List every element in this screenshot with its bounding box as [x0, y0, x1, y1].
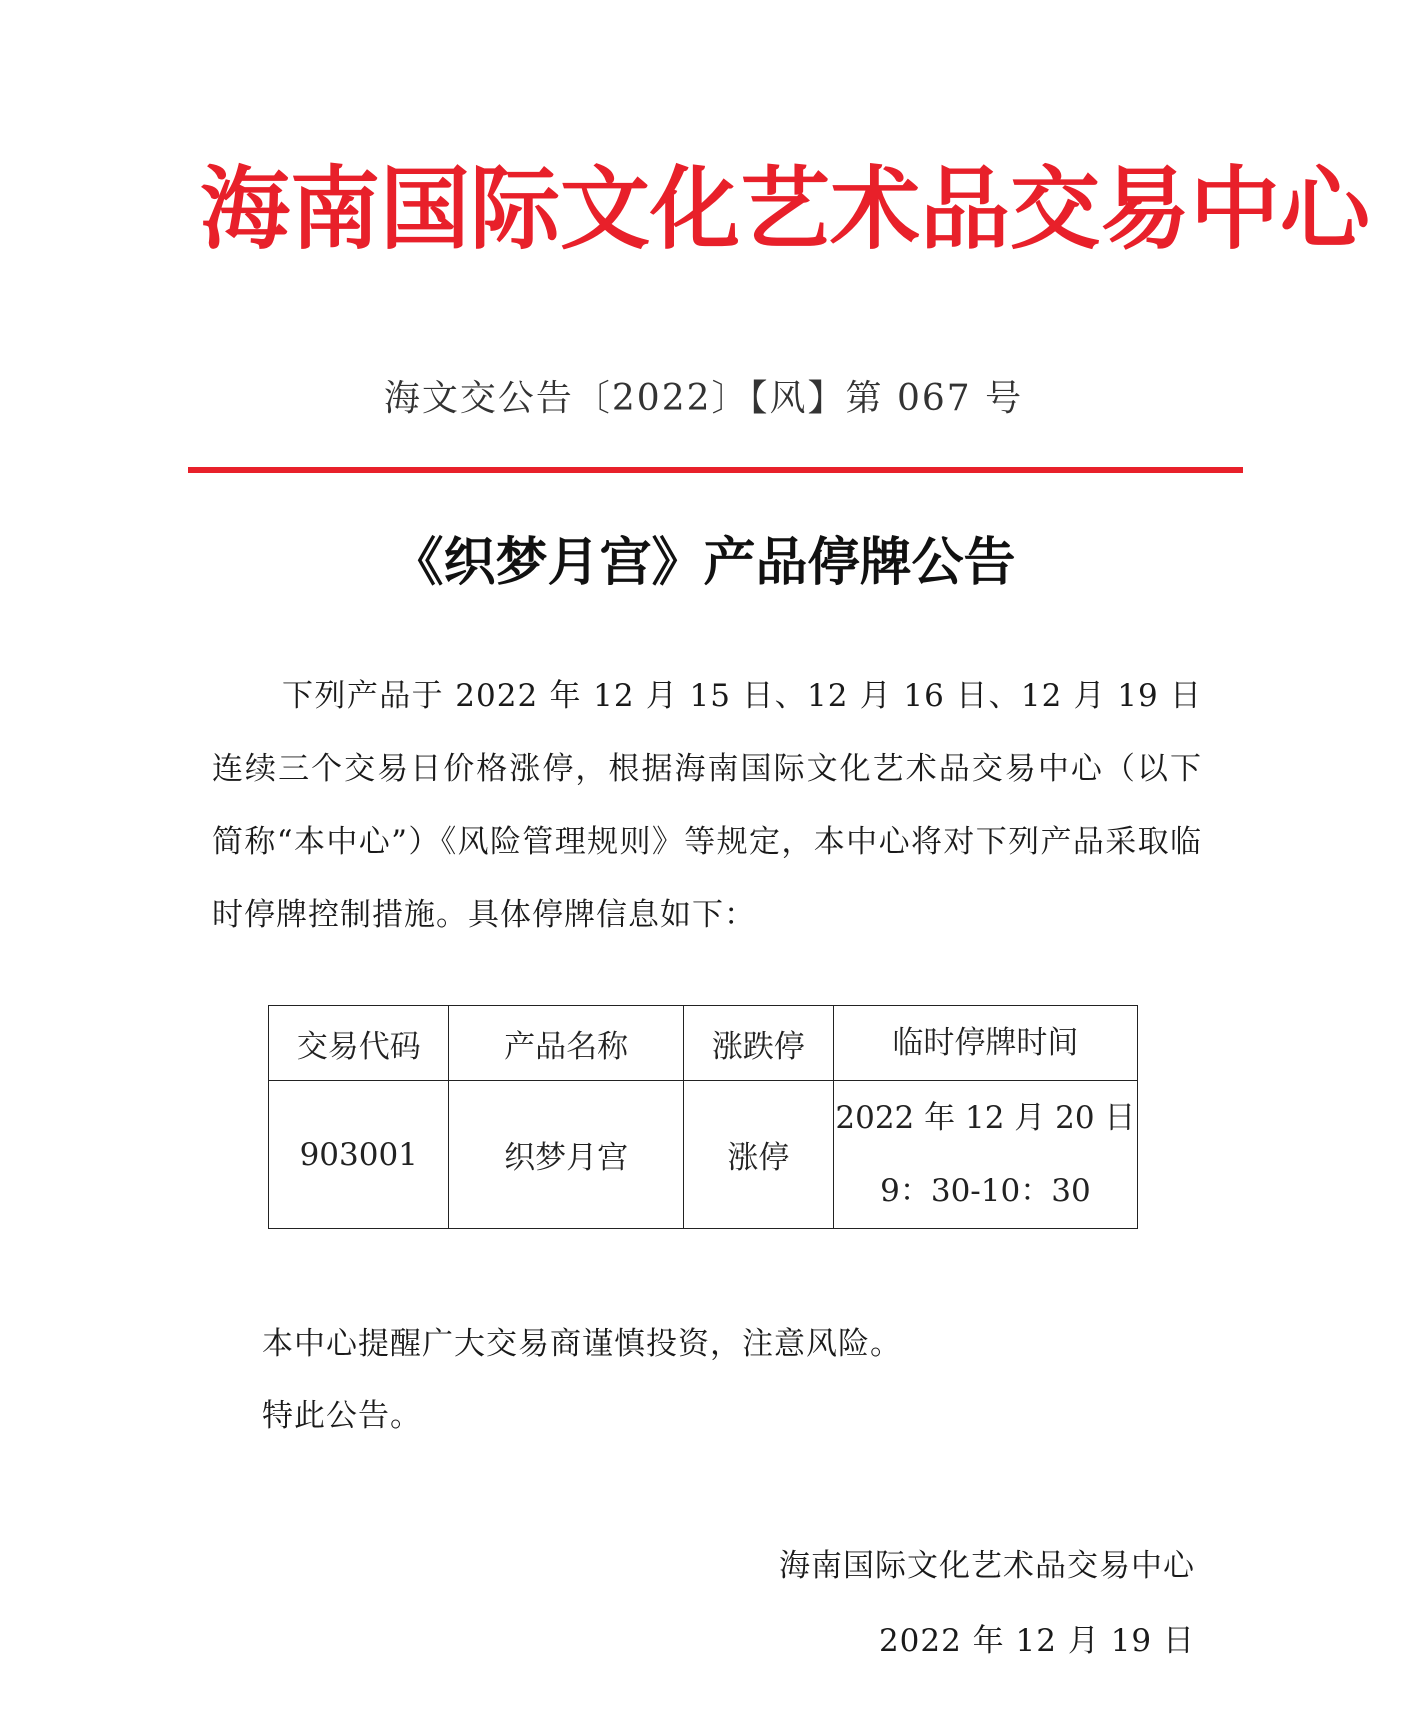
header-char: 易: [1100, 157, 1190, 262]
header-char: 际: [470, 157, 560, 262]
header-trade-code: 交易代码: [269, 1006, 449, 1081]
header-suspension-time: 临时停牌时间: [833, 1006, 1137, 1081]
organization-header: [200, 150, 1370, 270]
cell-price-limit: 涨停: [683, 1081, 833, 1229]
suspension-hours: 9：30-10：30: [880, 1172, 1091, 1209]
header-char: 文: [560, 157, 650, 262]
header-char: 海: [200, 157, 290, 262]
header-char: 艺: [740, 157, 830, 262]
header-char: 品: [920, 157, 1010, 262]
suspension-table: [268, 1005, 1138, 1229]
document-number: 海文交公告〔2022〕【风】第 067 号: [383, 378, 1024, 419]
header-char: 国: [380, 157, 470, 262]
notice-title: 《织梦月宫》产品停牌公告: [391, 533, 1016, 593]
signature-date: 2022 年 12 月 19 日: [878, 1623, 1195, 1659]
table-header-row: [269, 1006, 1138, 1081]
cell-trade-code: 903001: [269, 1081, 449, 1229]
header-char: 化: [650, 157, 740, 262]
header-char: 南: [290, 157, 380, 262]
cell-suspension-time: [833, 1081, 1137, 1229]
suspension-date: 2022 年 12 月 20 日: [835, 1099, 1136, 1136]
table-row: [269, 1081, 1138, 1229]
header-char: 心: [1280, 157, 1370, 262]
header-product-name: 产品名称: [449, 1006, 683, 1081]
closing-line: 特此公告。: [262, 1398, 422, 1434]
signature-organization: 海南国际文化艺术品交易中心: [779, 1548, 1195, 1584]
red-divider: [188, 467, 1243, 473]
header-price-limit: 涨跌停: [683, 1006, 833, 1081]
notice-paragraph: 下列产品于 2022 年 12 月 15 日、12 月 16 日、12 月 19 日连续三个交易日价格涨停，根据海南国际文化艺术品交易中心（以下简称“本中心”）《风险管理规则》等规定，本中心将对下列产品采取临时停牌控制措施。具体停牌信息如下：: [212, 678, 1202, 933]
header-char: 术: [830, 157, 920, 262]
header-char: 中: [1190, 157, 1280, 262]
risk-reminder: 本中心提醒广大交易商谨慎投资，注意风险。: [262, 1326, 902, 1362]
header-char: 交: [1010, 157, 1100, 262]
cell-product-name: 织梦月宫: [449, 1081, 683, 1229]
